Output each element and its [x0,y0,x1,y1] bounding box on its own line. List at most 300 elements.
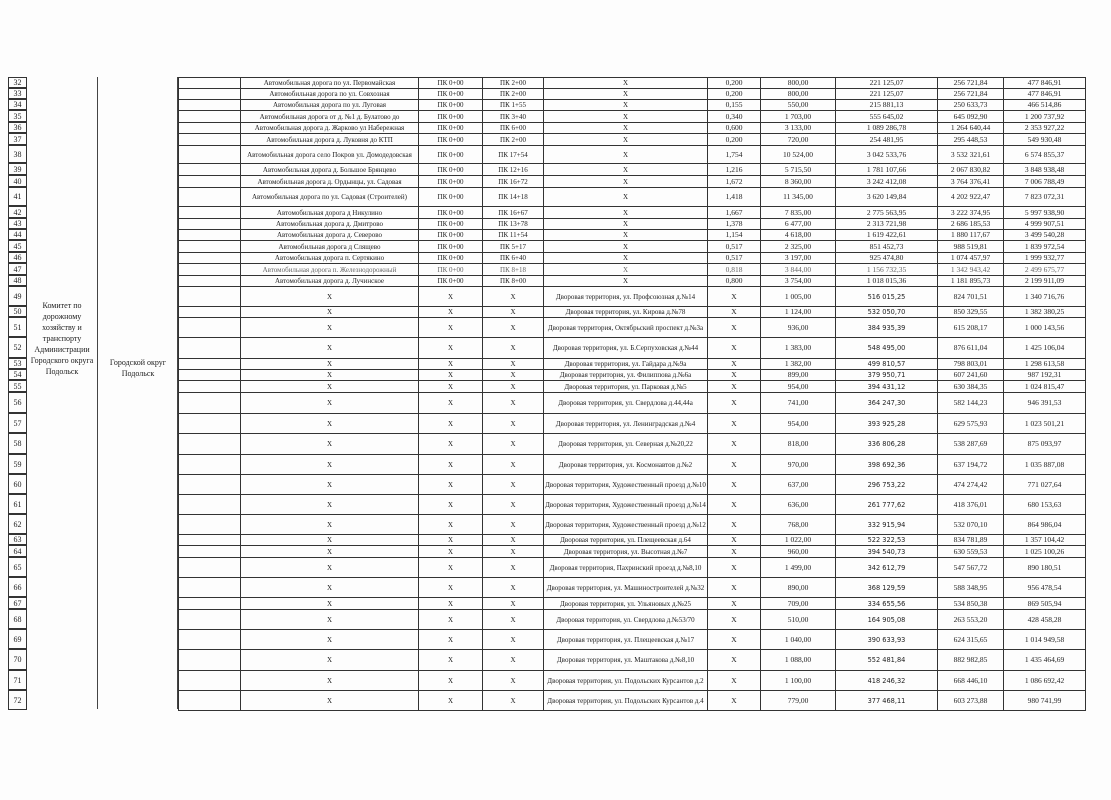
cell-v2: 2 686 185,53 [938,219,1004,230]
cell-length: X [708,515,761,535]
empty-cell [179,434,241,455]
cell-v1: 221 125,07 [836,89,938,100]
cell-length: 1,754 [708,146,761,164]
cell-pk-end: ПК 11+54 [483,230,544,241]
cell-area: 1 703,00 [761,111,836,123]
cell-total: 980 741,99 [1004,691,1086,711]
cell-total: 2 353 927,22 [1004,123,1086,134]
cell-pk-end: X [483,558,544,578]
cell-name: Автомобильная дорога по ул. Луговая [241,100,419,111]
cell-name: Автомобильная дорога от д. №1 д. Булатово до [241,111,419,123]
cell-v2: 1 181 895,73 [938,276,1004,287]
cell-pk-end: X [483,671,544,691]
cell-length: X [708,475,761,495]
cell-v1: 532 050,70 [836,307,938,318]
cell-v2: 418 376,01 [938,495,1004,515]
cell-total: 1 999 932,77 [1004,253,1086,264]
row-number: 44 [8,229,27,240]
cell-area: 510,00 [761,610,836,630]
cell-v2: 834 781,89 [938,535,1004,546]
cell-v1: 418 246,32 [836,671,938,691]
cell-length: X [708,610,761,630]
table-row [179,146,1086,164]
cell-total: 7 006 788,49 [1004,176,1086,188]
cell-length: 1,378 [708,219,761,230]
cell-yard: Дворовая территория, Октябрьский проспект д.№3а [544,318,708,338]
row-number: 57 [8,413,27,433]
cell-total: 864 986,04 [1004,515,1086,535]
cell-v1: 379 950,71 [836,370,938,381]
row-number: 35 [8,110,27,122]
empty-cell [179,264,241,276]
table-row [179,276,1086,287]
cell-name: Автомобильная дорога д. Луковня до КТП [241,134,419,146]
table-row [179,393,1086,414]
cell-total: 7 823 072,31 [1004,188,1086,207]
cell-total: 680 153,63 [1004,495,1086,515]
cell-v1: 342 612,79 [836,558,938,578]
cell-pk-start: X [419,338,483,359]
cell-total: 1 024 815,47 [1004,381,1086,393]
organization-cell: Комитет по дорожному хозяйству и транспорту Администрации Городского округа Подольск [30,301,94,376]
cell-area: 800,00 [761,89,836,100]
cell-length: X [708,307,761,318]
cell-pk-start: ПК 0+00 [419,134,483,146]
cell-total: 956 478,54 [1004,578,1086,598]
cell-area: 936,00 [761,318,836,338]
cell-pk-start: ПК 0+00 [419,123,483,134]
cell-pk-end: X [483,578,544,598]
cell-pk-end: ПК 13+78 [483,219,544,230]
cell-pk-start: ПК 0+00 [419,241,483,253]
cell-pk-end: X [483,610,544,630]
cell-v2: 607 241,60 [938,370,1004,381]
cell-yard: X [544,219,708,230]
cell-name: X [241,414,419,434]
cell-name: X [241,434,419,455]
cell-area: 11 345,00 [761,188,836,207]
table-row [179,671,1086,691]
cell-pk-start: ПК 0+00 [419,276,483,287]
cell-pk-start: X [419,359,483,370]
cell-pk-end: ПК 8+00 [483,276,544,287]
cell-pk-end: X [483,393,544,414]
cell-name: X [241,495,419,515]
cell-pk-end: X [483,455,544,475]
empty-cell [179,370,241,381]
cell-area: 637,00 [761,475,836,495]
table-row [179,610,1086,630]
cell-pk-end: X [483,495,544,515]
empty-cell [179,393,241,414]
cell-name: Автомобильная дорога по ул. Первомайская [241,78,419,89]
cell-pk-start: X [419,558,483,578]
cell-name: Автомобильная дорога д. Лучинское [241,276,419,287]
cell-v1: 336 806,28 [836,434,938,455]
cell-length: 0,200 [708,89,761,100]
cell-area: 1 100,00 [761,671,836,691]
cell-total: 1 357 104,42 [1004,535,1086,546]
row-number: 48 [8,275,27,286]
cell-yard: X [544,207,708,219]
empty-cell [179,241,241,253]
cell-name: X [241,307,419,318]
cell-total: 1 425 106,04 [1004,338,1086,359]
row-number: 41 [8,187,27,206]
cell-length: X [708,393,761,414]
cell-v1: 1 156 732,35 [836,264,938,276]
cell-name: Автомобильная дорога д. Северово [241,230,419,241]
empty-cell [179,146,241,164]
cell-yard: Дворовая территория, ул. Подольских Курсантов д.4 [544,691,708,711]
row-number: 39 [8,163,27,175]
row-number: 72 [8,690,27,710]
cell-yard: Дворовая территория, ул. Гайдара д.№9а [544,359,708,370]
cell-name: Автомобильная дорога д Слящево [241,241,419,253]
empty-cell [179,276,241,287]
cell-v2: 1 342 943,42 [938,264,1004,276]
cell-v2: 850 329,55 [938,307,1004,318]
cell-pk-end: X [483,370,544,381]
cell-v2: 630 384,35 [938,381,1004,393]
table-row [179,381,1086,393]
cell-yard: Дворовая территория, ул. Свердлова д.44,44а [544,393,708,414]
cell-v1: 393 925,28 [836,414,938,434]
cell-area: 3 754,00 [761,276,836,287]
cell-v2: 624 315,65 [938,630,1004,650]
cell-length: 0,517 [708,241,761,253]
cell-name: X [241,598,419,610]
row-number: 61 [8,494,27,514]
cell-v1: 398 692,36 [836,455,938,475]
cell-name: Автомобильная дорога д. Дмитрово [241,219,419,230]
cell-pk-end: ПК 2+00 [483,134,544,146]
cell-length: X [708,558,761,578]
table-row [179,207,1086,219]
cell-pk-start: X [419,650,483,671]
cell-area: 4 618,00 [761,230,836,241]
works-table [178,77,1086,711]
cell-pk-end: ПК 3+40 [483,111,544,123]
cell-area: 1 005,00 [761,287,836,307]
table-row [179,434,1086,455]
cell-length: X [708,691,761,711]
cell-pk-end: X [483,434,544,455]
cell-v1: 1 018 015,36 [836,276,938,287]
cell-total: 5 997 938,90 [1004,207,1086,219]
cell-v2: 630 559,53 [938,546,1004,558]
row-number: 59 [8,454,27,474]
empty-cell [179,89,241,100]
cell-v2: 876 611,04 [938,338,1004,359]
cell-area: 1 499,00 [761,558,836,578]
row-number: 49 [8,286,27,306]
table-row [179,188,1086,207]
cell-total: 4 999 907,51 [1004,219,1086,230]
cell-v2: 588 348,95 [938,578,1004,598]
row-number: 37 [8,133,27,145]
cell-pk-end: X [483,359,544,370]
cell-v1: 1 781 107,66 [836,164,938,176]
cell-total: 1 839 972,54 [1004,241,1086,253]
cell-length: 1,418 [708,188,761,207]
table-row [179,546,1086,558]
cell-pk-end: ПК 5+17 [483,241,544,253]
cell-area: 3 133,00 [761,123,836,134]
cell-v2: 263 553,20 [938,610,1004,630]
cell-v1: 394 540,73 [836,546,938,558]
cell-pk-start: X [419,578,483,598]
cell-yard: Дворовая территория, Художественный проезд д.№12 [544,515,708,535]
cell-yard: X [544,241,708,253]
cell-v2: 256 721,84 [938,78,1004,89]
empty-cell [179,164,241,176]
cell-v2: 1 880 117,67 [938,230,1004,241]
cell-area: 818,00 [761,434,836,455]
cell-pk-end: X [483,338,544,359]
cell-v2: 547 567,72 [938,558,1004,578]
cell-name: X [241,671,419,691]
cell-yard: X [544,276,708,287]
cell-name: Автомобильная дорога д. Жарково ул Набережная [241,123,419,134]
cell-pk-start: ПК 0+00 [419,146,483,164]
cell-length: X [708,630,761,650]
cell-length: 0,818 [708,264,761,276]
empty-cell [179,230,241,241]
cell-area: 5 715,50 [761,164,836,176]
row-number: 51 [8,317,27,337]
table-row [179,370,1086,381]
empty-cell [179,100,241,111]
cell-v2: 615 208,17 [938,318,1004,338]
cell-v2: 3 222 374,95 [938,207,1004,219]
empty-cell [179,359,241,370]
cell-name: X [241,370,419,381]
empty-cell [179,671,241,691]
row-number: 42 [8,206,27,218]
cell-area: 800,00 [761,78,836,89]
cell-name: X [241,359,419,370]
empty-cell [179,188,241,207]
cell-total: 1 035 887,08 [1004,455,1086,475]
table-row [179,515,1086,535]
cell-area: 709,00 [761,598,836,610]
cell-pk-start: X [419,630,483,650]
cell-pk-end: X [483,515,544,535]
cell-v1: 334 655,56 [836,598,938,610]
table-row [179,414,1086,434]
empty-cell [179,598,241,610]
cell-total: 549 930,48 [1004,134,1086,146]
cell-length: X [708,414,761,434]
cell-total: 1 023 501,21 [1004,414,1086,434]
cell-area: 1 383,00 [761,338,836,359]
cell-area: 6 477,00 [761,219,836,230]
cell-length: X [708,598,761,610]
cell-area: 720,00 [761,134,836,146]
cell-pk-start: X [419,434,483,455]
row-number: 38 [8,145,27,163]
cell-v2: 250 633,73 [938,100,1004,111]
cell-area: 960,00 [761,546,836,558]
cell-area: 1 022,00 [761,535,836,546]
cell-name: X [241,338,419,359]
cell-pk-start: ПК 0+00 [419,164,483,176]
cell-yard: Дворовая территория, Пахринский проезд д.№8,10 [544,558,708,578]
cell-length: X [708,318,761,338]
table-row [179,535,1086,546]
cell-length: X [708,650,761,671]
cell-length: 0,155 [708,100,761,111]
cell-pk-end: ПК 6+00 [483,123,544,134]
cell-pk-start: ПК 0+00 [419,89,483,100]
cell-length: X [708,546,761,558]
cell-pk-start: X [419,495,483,515]
cell-pk-start: ПК 0+00 [419,78,483,89]
cell-pk-start: ПК 0+00 [419,188,483,207]
cell-pk-end: X [483,650,544,671]
cell-v1: 1 619 422,61 [836,230,938,241]
cell-yard: Дворовая территория, ул. Северная д.№20,22 [544,434,708,455]
empty-cell [179,535,241,546]
cell-name: Автомобильная дорога д. Ордынцы, ул. Садовая [241,176,419,188]
table-row [179,241,1086,253]
table-row [179,134,1086,146]
cell-length: 0,600 [708,123,761,134]
cell-yard: Дворовая территория, ул. Кирова д.№78 [544,307,708,318]
empty-cell [179,219,241,230]
row-number: 36 [8,122,27,133]
empty-cell [179,455,241,475]
cell-pk-start: ПК 0+00 [419,111,483,123]
table-row [179,219,1086,230]
cell-area: 2 325,00 [761,241,836,253]
cell-length: 0,200 [708,134,761,146]
cell-area: 1 124,00 [761,307,836,318]
cell-v1: 2 775 563,95 [836,207,938,219]
cell-name: Автомобильная дорога село Покров ул. Домодедовская [241,146,419,164]
cell-pk-end: X [483,630,544,650]
cell-pk-start: ПК 0+00 [419,253,483,264]
cell-pk-start: X [419,535,483,546]
cell-v1: 394 431,12 [836,381,938,393]
cell-name: X [241,650,419,671]
cell-v1: 851 452,73 [836,241,938,253]
empty-cell [179,381,241,393]
cell-v1: 522 322,53 [836,535,938,546]
empty-cell [179,318,241,338]
cell-total: 2 199 911,09 [1004,276,1086,287]
cell-total: 3 499 540,28 [1004,230,1086,241]
cell-v1: 390 633,93 [836,630,938,650]
cell-length: 1,216 [708,164,761,176]
cell-name: Автомобильная дорога п. Железнодорожный [241,264,419,276]
cell-name: X [241,287,419,307]
cell-v2: 988 519,81 [938,241,1004,253]
cell-length: X [708,370,761,381]
cell-name: X [241,455,419,475]
cell-v1: 548 495,00 [836,338,938,359]
cell-yard: X [544,176,708,188]
row-number: 33 [8,88,27,99]
municipality-cell: Городской округ Подольск [109,358,167,378]
cell-length: 0,800 [708,276,761,287]
row-number: 66 [8,577,27,597]
row-number: 46 [8,252,27,263]
cell-yard: Дворовая территория, ул. Ульяновых д.№25 [544,598,708,610]
cell-v2: 295 448,53 [938,134,1004,146]
cell-v1: 332 915,94 [836,515,938,535]
cell-yard: Дворовая территория, Художественный проезд д.№10 [544,475,708,495]
row-number: 68 [8,609,27,629]
cell-name: X [241,558,419,578]
empty-cell [179,338,241,359]
row-number: 70 [8,649,27,670]
cell-name: X [241,393,419,414]
table-row [179,176,1086,188]
table-row [179,89,1086,100]
cell-total: 1 382 380,25 [1004,307,1086,318]
empty-cell [179,691,241,711]
empty-cell [179,307,241,318]
cell-yard: X [544,78,708,89]
row-number: 65 [8,557,27,577]
table-row [179,598,1086,610]
cell-total: 2 499 675,77 [1004,264,1086,276]
cell-yard: Дворовая территория, ул. Ленинградская д.№4 [544,414,708,434]
row-number: 71 [8,670,27,690]
table-row [179,455,1086,475]
cell-length: X [708,455,761,475]
cell-yard: Дворовая территория, ул. Б.Серпуховская д.№44 [544,338,708,359]
cell-pk-end: ПК 2+00 [483,89,544,100]
cell-pk-end: ПК 6+40 [483,253,544,264]
empty-cell [179,134,241,146]
cell-length: X [708,495,761,515]
cell-pk-end: X [483,546,544,558]
cell-area: 899,00 [761,370,836,381]
cell-v2: 824 701,51 [938,287,1004,307]
cell-name: X [241,515,419,535]
row-number: 40 [8,175,27,187]
cell-pk-end: ПК 1+55 [483,100,544,111]
cell-yard: Дворовая территория, ул. Профсоюзная д.№14 [544,287,708,307]
cell-pk-start: X [419,515,483,535]
table-row [179,307,1086,318]
row-number: 64 [8,545,27,557]
cell-yard: X [544,188,708,207]
cell-pk-start: X [419,475,483,495]
cell-area: 970,00 [761,455,836,475]
cell-v2: 256 721,84 [938,89,1004,100]
cell-pk-start: X [419,307,483,318]
empty-cell [179,578,241,598]
cell-total: 771 027,64 [1004,475,1086,495]
table-row [179,230,1086,241]
cell-pk-start: X [419,381,483,393]
cell-yard: X [544,89,708,100]
empty-cell [179,176,241,188]
row-number: 67 [8,597,27,609]
cell-v2: 532 070,10 [938,515,1004,535]
table-row [179,111,1086,123]
cell-area: 10 524,00 [761,146,836,164]
cell-total: 1 086 692,42 [1004,671,1086,691]
cell-area: 3 197,00 [761,253,836,264]
cell-v2: 3 764 376,41 [938,176,1004,188]
cell-length: X [708,338,761,359]
cell-total: 875 093,97 [1004,434,1086,455]
